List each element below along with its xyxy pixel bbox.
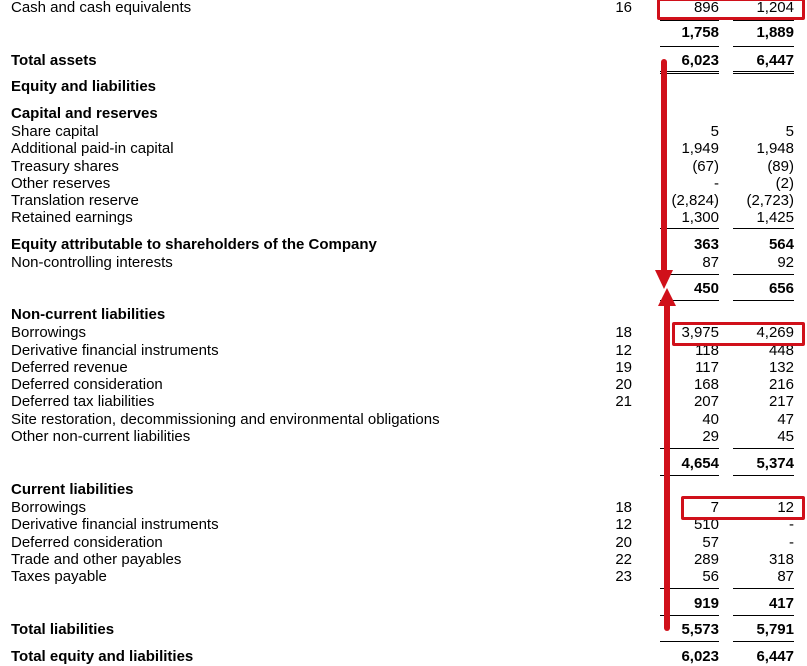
note-ref: 23 [615, 568, 632, 585]
row-total-liabilities [0, 621, 807, 639]
value-2019: 168 [693, 376, 719, 393]
note-ref: 19 [615, 359, 632, 376]
underline [733, 228, 794, 229]
row-total-equity-and-liabilities [0, 648, 807, 666]
value-2018: 448 [768, 342, 794, 359]
row-label: Other reserves [11, 175, 111, 192]
underline [733, 641, 794, 642]
underline [660, 615, 719, 616]
row-label: Taxes payable [11, 568, 107, 585]
note-ref: 16 [615, 0, 632, 16]
value-2018: - [789, 516, 794, 533]
underline [733, 475, 794, 476]
row-total-equity [0, 280, 807, 298]
row-translation-reserve [0, 192, 807, 210]
value-2019: 5 [710, 123, 719, 140]
value-2018: 132 [768, 359, 794, 376]
value-2018: 5,791 [756, 621, 794, 638]
row-label: Derivative financial instruments [11, 342, 219, 359]
underline [733, 448, 794, 449]
underline [733, 588, 794, 589]
note-ref: 20 [615, 376, 632, 393]
value-2019: 29 [702, 428, 719, 445]
value-2019: 57 [702, 534, 719, 551]
value-2019: - [714, 175, 719, 192]
value-2019: (67) [692, 158, 719, 175]
note-ref: 12 [615, 342, 632, 359]
heading-label: Non-current liabilities [11, 306, 166, 323]
row-other-nc-liabilities [0, 428, 807, 446]
value-2019: 450 [693, 280, 719, 297]
value-2018: 216 [768, 376, 794, 393]
value-2019: 5,573 [681, 621, 719, 638]
value-2018: 1,204 [756, 0, 794, 16]
row-label: Non-controlling interests [11, 254, 173, 271]
value-2019: 207 [693, 393, 719, 410]
value-2019: 919 [693, 595, 719, 612]
row-treasury-shares [0, 158, 807, 176]
underline [733, 615, 794, 616]
value-2018: 5 [785, 123, 794, 140]
value-2018: 87 [777, 568, 794, 585]
row-label: Cash and cash equivalents [11, 0, 192, 16]
row-label: Deferred consideration [11, 376, 163, 393]
row-label: Share capital [11, 123, 99, 140]
row-label: Site restoration, decommissioning and environmental obligations [11, 411, 440, 428]
value-2018: (2) [775, 175, 794, 192]
value-2019: 4,654 [681, 455, 719, 472]
value-2019: 6,023 [681, 52, 719, 69]
underline [660, 228, 719, 229]
row-deferred-revenue [0, 359, 807, 377]
row-other-reserves [0, 175, 807, 193]
value-2019: 1,949 [681, 140, 719, 157]
section-heading [0, 105, 807, 123]
row-label: Equity attributable to shareholders of the Company [11, 236, 377, 253]
note-ref: 12 [615, 516, 632, 533]
value-2018: (2,723) [746, 192, 794, 209]
highlight-box-c-borrowings [681, 496, 805, 520]
value-2018: 6,447 [756, 52, 794, 69]
double-underline [733, 71, 794, 72]
note-ref: 21 [615, 393, 632, 410]
row-label: Other non-current liabilities [11, 428, 191, 445]
underline [660, 300, 719, 301]
underline [660, 448, 719, 449]
row-nc-deferred-consideration [0, 376, 807, 394]
note-ref: 18 [615, 499, 632, 516]
value-2018: 6,447 [756, 648, 794, 665]
value-2018: - [789, 534, 794, 551]
value-2019: (2,824) [671, 192, 719, 209]
underline [660, 475, 719, 476]
value-2018: 318 [768, 551, 794, 568]
value-2019: 289 [693, 551, 719, 568]
row-label: Deferred revenue [11, 359, 128, 376]
double-underline [660, 71, 719, 72]
row-subtotal-current-assets [0, 24, 807, 42]
highlight-box-nc-borrowings [672, 322, 805, 346]
value-2018: 564 [768, 236, 794, 253]
row-taxes-payable [0, 568, 807, 586]
underline [660, 588, 719, 589]
heading-label: Capital and reserves [11, 105, 158, 122]
underline [733, 300, 794, 301]
row-label: Trade and other payables [11, 551, 182, 568]
row-label: Borrowings [11, 324, 87, 341]
value-2019: 1,758 [681, 24, 719, 41]
note-ref: 20 [615, 534, 632, 551]
value-2018: 417 [768, 595, 794, 612]
heading-label: Equity and liabilities [11, 78, 157, 95]
value-2018: 45 [777, 428, 794, 445]
value-2018: (89) [767, 158, 794, 175]
value-2019: 87 [702, 254, 719, 271]
value-2018: 4,269 [756, 324, 794, 341]
row-non-controlling-interests [0, 254, 807, 272]
note-ref: 18 [615, 324, 632, 341]
row-label: Total liabilities [11, 621, 115, 638]
value-2018: 1,425 [756, 209, 794, 226]
row-label: Translation reserve [11, 192, 139, 209]
value-2019: 56 [702, 568, 719, 585]
row-label: Deferred tax liabilities [11, 393, 155, 410]
value-2018: 1,889 [756, 24, 794, 41]
row-total-assets [0, 52, 807, 70]
row-label: Total assets [11, 52, 97, 69]
row-label: Retained earnings [11, 209, 133, 226]
value-2019: 510 [693, 516, 719, 533]
row-retained-earnings [0, 209, 807, 227]
underline [660, 641, 719, 642]
underline [733, 46, 794, 47]
value-2018: 217 [768, 393, 794, 410]
row-label: Borrowings [11, 499, 87, 516]
row-label: Treasury shares [11, 158, 119, 175]
value-2019: 6,023 [681, 648, 719, 665]
underline [733, 20, 794, 21]
highlight-box-cash [657, 0, 805, 20]
value-2019: 1,300 [681, 209, 719, 226]
value-2019: 40 [702, 411, 719, 428]
value-2019: 7 [710, 499, 719, 516]
underline [660, 274, 719, 275]
row-label: Additional paid-in capital [11, 140, 174, 157]
value-2019: 117 [695, 359, 719, 376]
row-total-current-liabilities [0, 595, 807, 613]
value-2018: 92 [777, 254, 794, 271]
value-2018: 47 [777, 411, 794, 428]
underline [660, 46, 719, 47]
value-2019: 896 [693, 0, 719, 16]
row-label: Deferred consideration [11, 534, 163, 551]
value-2018: 1,948 [756, 140, 794, 157]
value-2019: 3,975 [681, 324, 719, 341]
value-2018: 12 [777, 499, 794, 516]
row-deferred-tax [0, 393, 807, 411]
double-underline [733, 73, 794, 74]
section-heading [0, 78, 807, 96]
row-trade-payables [0, 551, 807, 569]
row-share-capital [0, 123, 807, 141]
underline [733, 274, 794, 275]
row-equity-attributable [0, 236, 807, 254]
underline [660, 20, 719, 21]
row-site-restoration [0, 411, 807, 429]
value-2018: 656 [768, 280, 794, 297]
row-label: Derivative financial instruments [11, 516, 219, 533]
row-c-deferred-consideration [0, 534, 807, 552]
row-total-nc-liabilities [0, 455, 807, 473]
row-label: Total equity and liabilities [11, 648, 194, 665]
double-underline [660, 73, 719, 74]
value-2018: 5,374 [756, 455, 794, 472]
value-2019: 363 [693, 236, 719, 253]
heading-label: Current liabilities [11, 481, 134, 498]
note-ref: 22 [615, 551, 632, 568]
row-additional-paid-in-capital [0, 140, 807, 158]
value-2019: 118 [695, 342, 719, 359]
